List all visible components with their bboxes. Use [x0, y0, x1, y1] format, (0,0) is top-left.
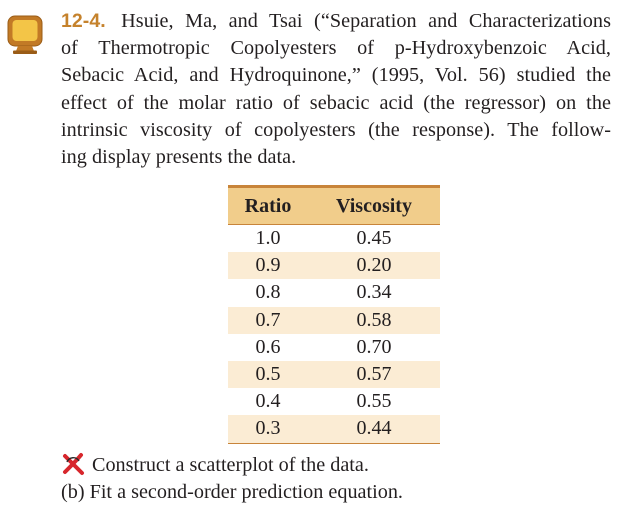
- problem-text-line-2: of Thermotropic Copolyesters of p-Hydroxybenzoic Acid,: [61, 37, 611, 60]
- ratio-cell: 0.5: [228, 361, 308, 388]
- ratio-cell: 0.6: [255, 335, 281, 358]
- viscosity-cell: 0.70: [356, 335, 392, 358]
- table-row: [228, 252, 440, 279]
- ratio-cell: 0.3: [228, 415, 308, 443]
- viscosity-cell: 0.45: [356, 227, 392, 250]
- problem-statement: [61, 8, 611, 171]
- problem-text-line-3: Sebacic Acid, and Hydroquinone,” (1995, Vol. 56) studied the: [61, 64, 611, 87]
- part-a: [61, 452, 369, 478]
- ratio-cell: 0.7: [228, 307, 308, 334]
- ratio-cell: 1.0: [255, 227, 281, 250]
- table-header-row: [228, 187, 440, 225]
- table-row: [228, 225, 440, 253]
- column-header-ratio: Ratio: [228, 187, 308, 225]
- part-b-text: (b) Fit a second-order prediction equation.: [61, 481, 403, 503]
- table-row: [228, 307, 440, 334]
- viscosity-cell: 0.44: [308, 415, 440, 443]
- viscosity-cell: 0.55: [356, 390, 392, 413]
- ratio-cell: 0.8: [255, 281, 281, 304]
- part-b: [61, 479, 403, 505]
- viscosity-cell: 0.58: [308, 307, 440, 334]
- problem-text-line-4: effect of the molar ratio of sebacic acid (the regressor) on the: [61, 91, 611, 114]
- table-row: [228, 388, 440, 415]
- problem-text-line-5: intrinsic viscosity of copolyesters (the response). The follow-: [61, 118, 611, 141]
- problem-text-line-1: Hsuie, Ma, and Tsai (“Separation and Characterizations: [121, 10, 611, 32]
- ratio-cell: 0.9: [228, 252, 308, 279]
- table-row: [228, 415, 440, 443]
- viscosity-cell: 0.57: [308, 361, 440, 388]
- table-row: [228, 279, 440, 306]
- ratio-cell: 0.4: [255, 390, 281, 413]
- part-a-text: Construct a scatterplot of the data.: [92, 454, 369, 476]
- table-row: [228, 334, 440, 361]
- problem-text-line-6: ing display presents the data.: [61, 146, 297, 169]
- problem-number: 12-4.: [61, 10, 106, 32]
- viscosity-cell: 0.20: [308, 252, 440, 279]
- computer-monitor-icon: [7, 15, 43, 55]
- table-row: [228, 361, 440, 388]
- incorrect-x-icon: [61, 452, 86, 476]
- column-header-viscosity: Viscosity: [308, 187, 440, 225]
- data-table: [228, 185, 440, 444]
- viscosity-cell: 0.34: [356, 281, 392, 304]
